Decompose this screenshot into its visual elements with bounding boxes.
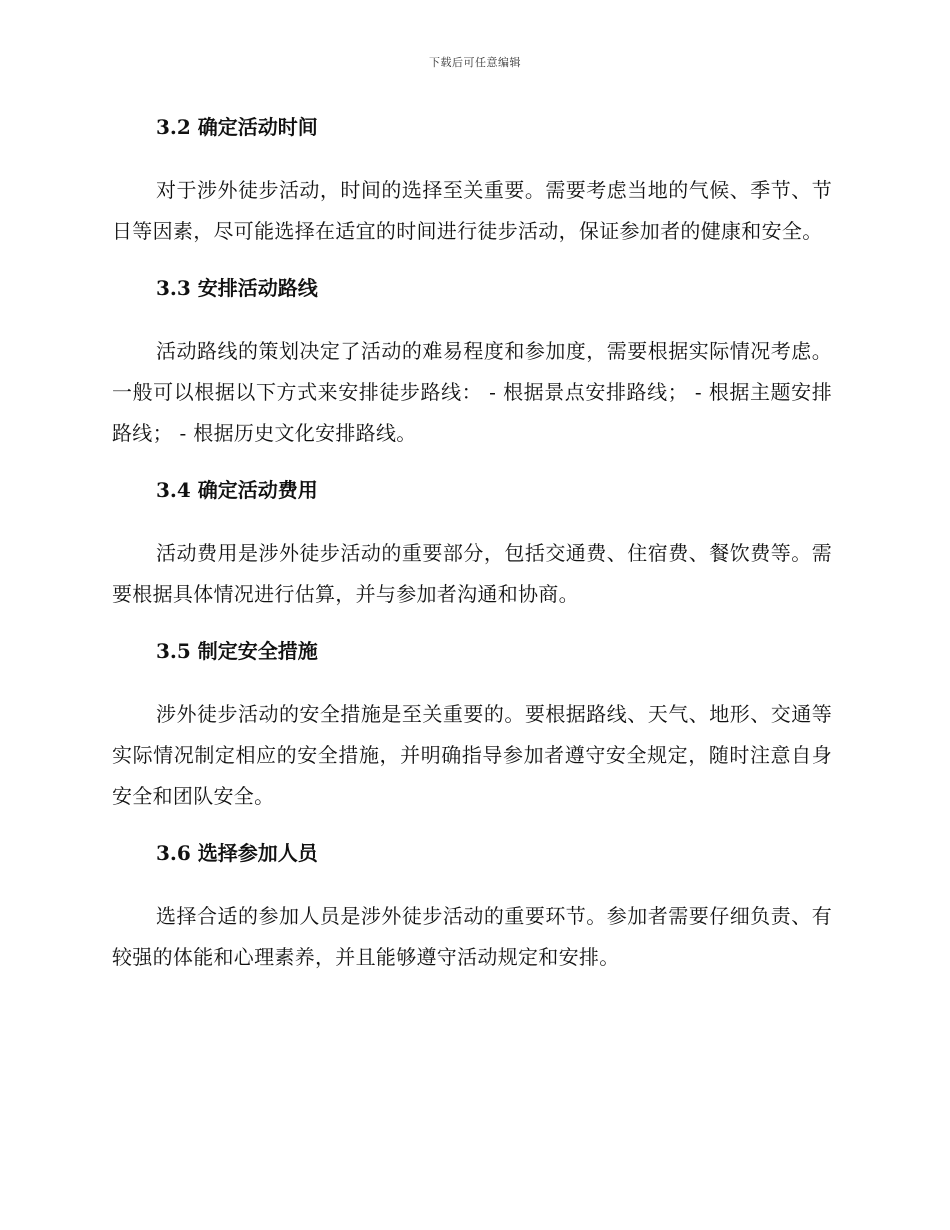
section-activity-cost: [112, 475, 832, 615]
section-heading: 3.6 选择参加人员: [156, 841, 318, 865]
section-heading: 3.4 确定活动费用: [156, 478, 318, 502]
document-body: [112, 112, 832, 999]
section-heading: 3.5 制定安全措施: [156, 639, 318, 663]
section-participants: [112, 838, 832, 978]
section-paragraph: 活动费用是涉外徒步活动的重要部分，包括交通费、住宿费、餐饮费等。需要根据具体情况进行估算，并与参加者沟通和协商。: [112, 541, 832, 606]
section-heading: 3.2 确定活动时间: [156, 115, 318, 139]
section-paragraph: 涉外徒步活动的安全措施是至关重要的。要根据路线、天气、地形、交通等实际情况制定相应的安全措施，并明确指导参加者遵守安全规定，随时注意自身安全和团队安全。: [112, 702, 832, 808]
section-activity-route: [112, 273, 832, 454]
page-header: 下载后可任意编辑: [429, 56, 521, 69]
section-safety-measures: [112, 636, 832, 817]
section-activity-time: [112, 112, 832, 252]
section-paragraph: 对于涉外徒步活动，时间的选择至关重要。需要考虑当地的气候、季节、节日等因素，尽可能选择在适宜的时间进行徒步活动，保证参加者的健康和安全。: [112, 178, 832, 243]
section-paragraph: 活动路线的策划决定了活动的难易程度和参加度，需要根据实际情况考虑。一般可以根据以下方式来安排徒步路线： - 根据景点安排路线； - 根据主题安排路线； - 根据历史文化安排路线。: [112, 339, 832, 445]
section-paragraph: 选择合适的参加人员是涉外徒步活动的重要环节。参加者需要仔细负责、有较强的体能和心理素养，并且能够遵守活动规定和安排。: [112, 904, 832, 969]
section-heading: 3.3 安排活动路线: [156, 276, 318, 300]
